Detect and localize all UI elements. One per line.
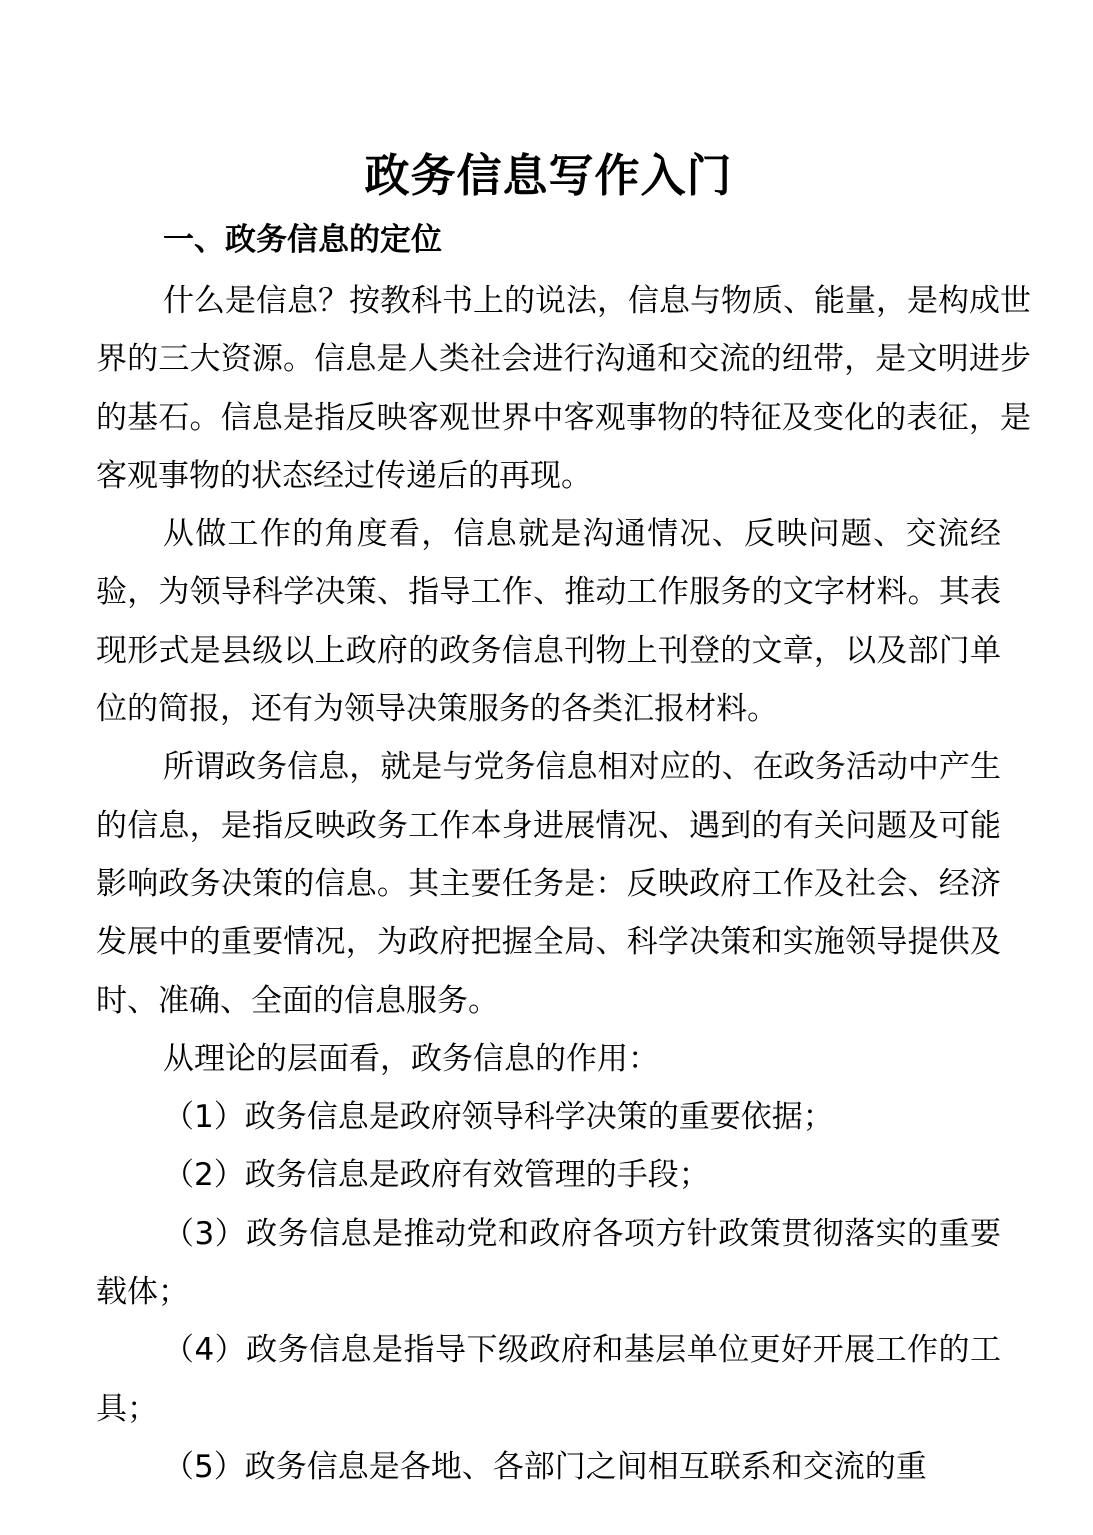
paragraph-theory-intro: 从理论的层面看，政务信息的作用： bbox=[163, 1040, 659, 1077]
list-item-5: （5）政务信息是各地、各部门之间相互联系和交流的重 bbox=[163, 1448, 927, 1485]
section-heading: 一、政务信息的定位 bbox=[163, 222, 442, 258]
paragraph-what-is-information: 什么是信息？按教科书上的说法，信息与物质、能量，是构成世界的三大资源。信息是人类社会进行沟通和交流的纽带，是文明进步的基石。信息是指反映客观世界中客观事物的特征及变化的表征，是客观事物的状态经过传递后的再现。 bbox=[96, 283, 1031, 494]
paragraph-government-information: 所谓政务信息，就是与党务信息相对应的、在政务活动中产生的信息，是指反映政务工作本身进展情况、遇到的有关问题及可能影响政务决策的信息。其主要任务是：反映政府工作及社会、经济发展中的重要情况，为政府把握全局、科学决策和实施领导提供及时、准确、全面的信息服务。 bbox=[96, 749, 1001, 1019]
list-item-1: （1）政务信息是政府领导科学决策的重要依据； bbox=[163, 1099, 834, 1136]
paragraph-work-perspective: 从做工作的角度看，信息就是沟通情况、反映问题、交流经验，为领导科学决策、指导工作、推动工作服务的文字材料。其表现形式是县级以上政府的政务信息刊物上刊登的文章，以及部门单位的简报，还有为领导决策服务的各类汇报材料。 bbox=[96, 516, 1001, 728]
list-item-4: （4）政务信息是指导下级政府和基层单位更好开展工作的工具； bbox=[96, 1332, 1001, 1427]
body-text bbox=[96, 272, 1031, 1496]
document-title: 政务信息写作入门 bbox=[364, 149, 733, 202]
list-item-3: （3）政务信息是推动党和政府各项方针政策贯彻落实的重要载体； bbox=[96, 1215, 1001, 1311]
list-item-2: （2）政务信息是政府有效管理的手段； bbox=[163, 1157, 710, 1194]
